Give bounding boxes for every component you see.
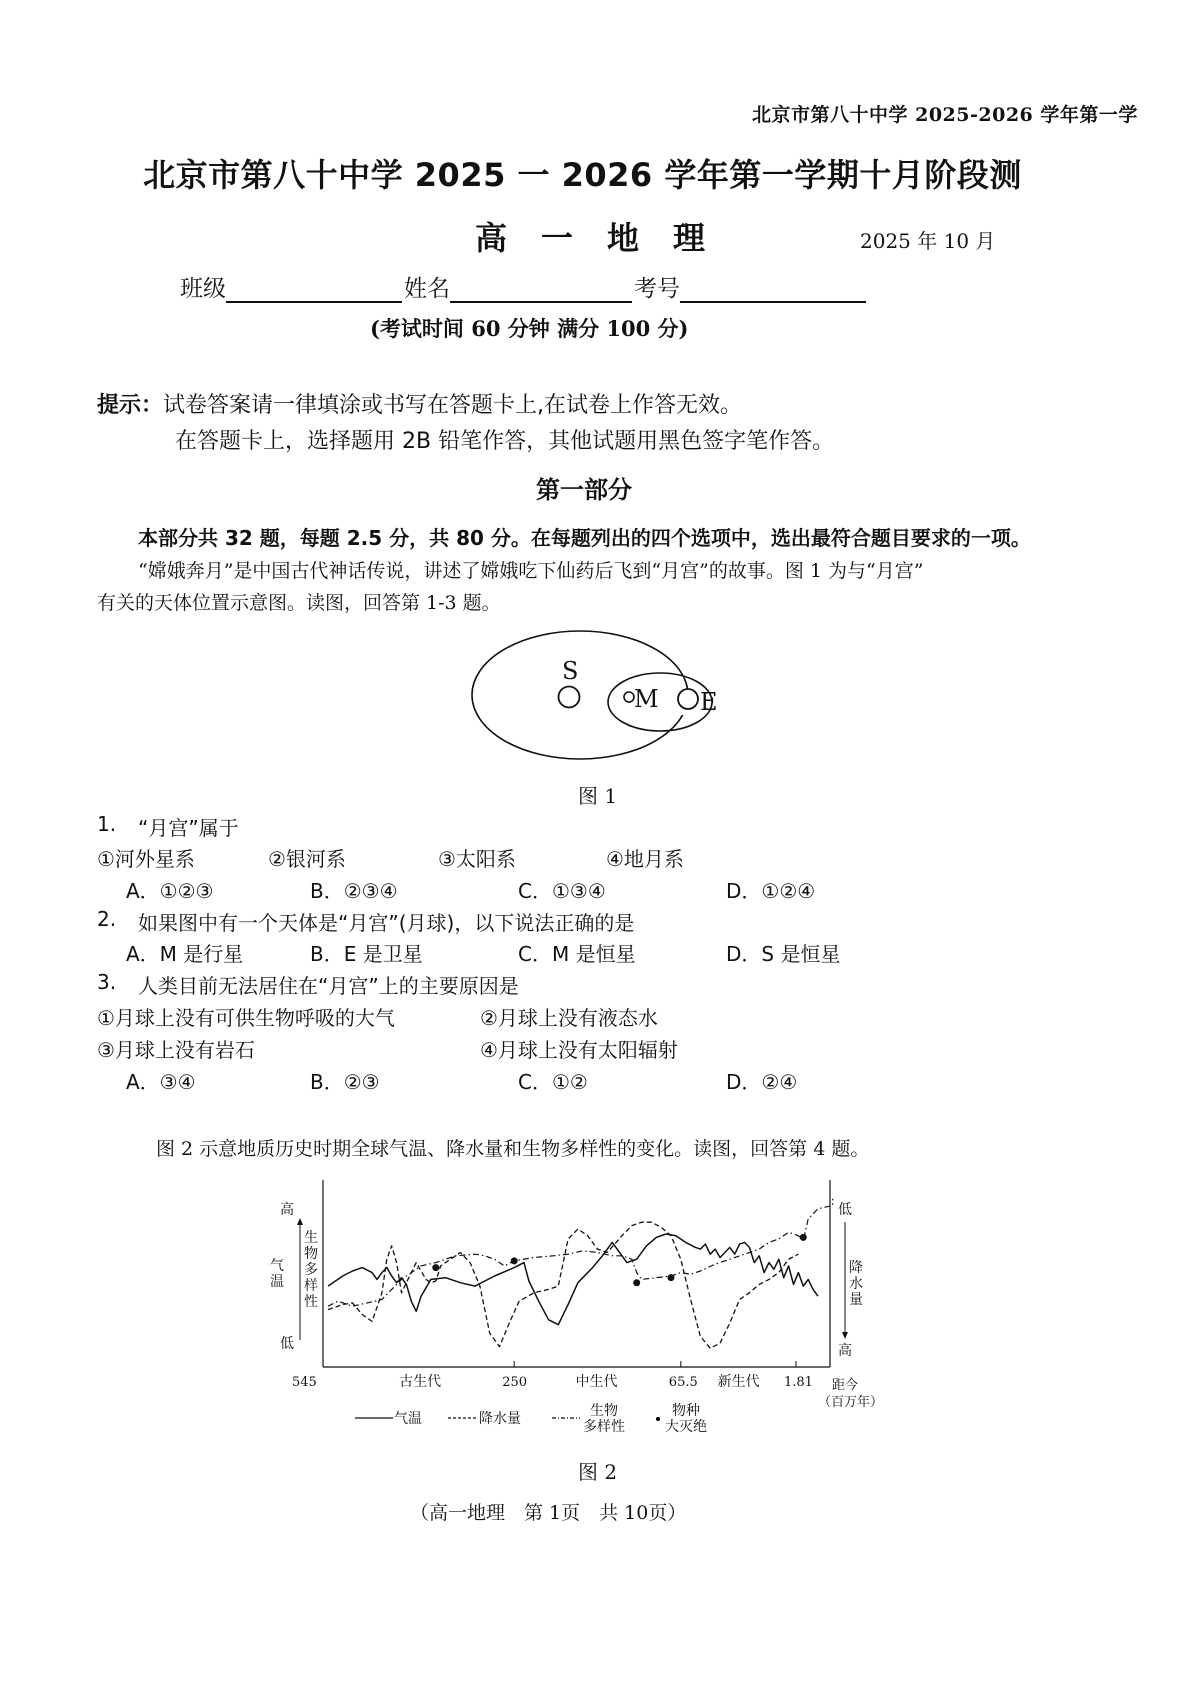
running-header: 北京市第八十中学 2025-2026 学年第一学 (752, 104, 1138, 126)
q1-item-4: ④地月系 (606, 847, 684, 871)
era-label: 新生代 (717, 1374, 760, 1390)
q3-item-1: ①月球上没有可供生物呼吸的大气 (97, 1006, 395, 1030)
part-title: 第一部分 (536, 476, 632, 504)
q3-item-3: ③月球上没有岩石 (97, 1038, 255, 1062)
precipitation-label-char: 降 (849, 1260, 863, 1276)
hint-line-2: 在答题卡上，选择题用 2B 铅笔作答，其他试题用黑色签字笔作答。 (175, 429, 835, 454)
legend-precipitation-label: 降水量 (479, 1411, 521, 1427)
left-axis-label-biodiversity (304, 1229, 318, 1310)
temperature-label-char: 温 (270, 1274, 284, 1290)
precipitation-label-char: 水 (849, 1276, 863, 1292)
x-axis-label (818, 1377, 883, 1410)
q2-option-c[interactable]: C．M 是恒星 (518, 942, 636, 966)
precipitation-line (328, 1222, 798, 1348)
exam-number-field[interactable] (680, 277, 866, 303)
hint-line-1 (97, 388, 742, 419)
q2-option-a[interactable]: A．M 是行星 (126, 942, 244, 966)
page-footer: （高一地理 第 1页 共 10页） (410, 1502, 687, 1524)
temperature-label-char: 气 (270, 1258, 284, 1274)
q1-option-b[interactable]: B．②③④ (310, 879, 398, 903)
q3-item-4: ④月球上没有太阳辐射 (480, 1038, 678, 1062)
x-tick-label: 250 (502, 1375, 528, 1390)
moon-label: M (634, 685, 659, 713)
earth-label: E (700, 688, 718, 716)
class-label: 班级 (180, 276, 226, 302)
class-field[interactable] (226, 277, 402, 303)
figure-2-chart (270, 1170, 910, 1440)
q2-option-b[interactable]: B．E 是卫星 (310, 942, 423, 966)
part-description: 本部分共 32 题，每题 2.5 分，共 80 分。在每题列出的四个选项中，选出最符合题目要求的一项。 (138, 526, 1031, 550)
mass-extinction-marker (511, 1257, 518, 1264)
right-axis-high: 高 (838, 1343, 852, 1359)
figure-1-diagram (465, 625, 765, 775)
question-1-stem: “月宫”属于 (138, 816, 239, 840)
legend-biodiversity-label-1: 生物 (590, 1403, 618, 1419)
q3-option-a[interactable]: A．③④ (126, 1070, 196, 1094)
legend-extinction-label-2: 大灭绝 (665, 1419, 707, 1435)
chart-legend (355, 1402, 707, 1435)
figure-1-caption: 图 1 (578, 784, 618, 808)
exam-date: 2025 年 10 月 (860, 229, 996, 253)
q3-option-c[interactable]: C．①② (518, 1070, 588, 1094)
question-2-number: 2. (97, 907, 117, 931)
figure-2-caption: 图 2 (578, 1460, 618, 1484)
q1-option-a[interactable]: A．①②③ (126, 879, 214, 903)
left-axis-label-temperature (270, 1258, 284, 1290)
q2-option-d[interactable]: D．S 是恒星 (726, 942, 841, 966)
right-axis-low: 低 (838, 1202, 852, 1218)
biodiversity-label-char: 性 (304, 1294, 318, 1310)
mass-extinction-marker (800, 1234, 807, 1241)
exam-title (0, 150, 1191, 196)
left-axis-high: 高 (280, 1202, 294, 1218)
left-axis-low: 低 (280, 1336, 294, 1352)
q1-item-1: ①河外星系 (97, 847, 195, 871)
exam-title-text: 北京市第八十中学 2025 一 2026 学年第一学期十月阶段测 (143, 156, 1022, 194)
left-axis-arrowhead (297, 1218, 303, 1225)
right-axis-arrowhead (842, 1332, 848, 1339)
question-3-stem: 人类目前无法居住在“月宫”上的主要原因是 (138, 974, 519, 998)
legend-extinction-swatch (656, 1417, 660, 1421)
hint-label: 提示： (97, 393, 164, 418)
mass-extinction-marker (668, 1274, 675, 1281)
biodiversity-label-char: 样 (304, 1278, 318, 1294)
legend-biodiversity-label-2: 多样性 (583, 1419, 625, 1435)
question-1-number: 1. (97, 812, 117, 836)
exam-number-label: 考号 (634, 276, 680, 302)
biodiversity-label-char: 物 (304, 1246, 318, 1262)
name-label: 姓名 (404, 276, 450, 302)
era-label: 古生代 (399, 1374, 442, 1390)
question-2-stem: 如果图中有一个天体是“月宫”(月球)，以下说法正确的是 (138, 911, 635, 935)
mass-extinction-marker (633, 1279, 640, 1286)
q3-item-2: ②月球上没有液态水 (480, 1006, 658, 1030)
x-tick-label: 65.5 (668, 1375, 698, 1390)
intro-2: 图 2 示意地质历史时期全球气温、降水量和生物多样性的变化。读图，回答第 4 题。 (156, 1138, 870, 1160)
q3-option-d[interactable]: D．②④ (726, 1070, 798, 1094)
x-tick-label: 545 (292, 1375, 317, 1390)
legend-extinction-label-1: 物种 (672, 1403, 700, 1419)
name-field[interactable] (450, 277, 632, 303)
era-label: 中生代 (575, 1374, 618, 1390)
subject-title: 高一地理 (475, 219, 740, 257)
x-axis-label-line1: 距今 (832, 1378, 859, 1393)
q1-item-2: ②银河系 (268, 847, 346, 871)
right-axis-label-precipitation (849, 1260, 863, 1308)
q3-option-b[interactable]: B．②③ (310, 1070, 380, 1094)
q1-option-d[interactable]: D．①②④ (726, 879, 816, 903)
intro-1-line-2: 有关的天体位置示意图。读图，回答第 1-3 题。 (97, 592, 501, 614)
student-info-fields (180, 270, 868, 303)
biodiversity-label-char: 生 (304, 1230, 318, 1246)
sun-circle (559, 687, 580, 708)
moon-circle (624, 692, 634, 702)
legend-temperature-label: 气温 (394, 1411, 422, 1427)
q1-option-c[interactable]: C．①③④ (518, 879, 606, 903)
mass-extinction-marker (432, 1264, 439, 1271)
intro-1-line-1: “嫦娥奔月”是中国古代神话传说，讲述了嫦娥吃下仙药后飞到“月宫”的故事。图 1 为与“月宫” (138, 560, 924, 582)
earth-circle (678, 689, 698, 709)
question-3-number: 3. (97, 970, 117, 994)
x-axis-label-line2: （百万年） (818, 1395, 884, 1410)
biodiversity-label-char: 多 (304, 1262, 318, 1278)
biodiversity-line (328, 1199, 833, 1307)
sun-label: S (562, 657, 579, 685)
q1-item-3: ③太阳系 (438, 847, 516, 871)
exam-duration-score: (考试时间 60 分钟 满分 100 分) (370, 316, 689, 341)
hint-text-1: 试卷答案请一律填涂或书写在答题卡上,在试卷上作答无效。 (163, 393, 743, 418)
precipitation-label-char: 量 (849, 1292, 863, 1308)
x-tick-label: 1.81 (783, 1375, 813, 1390)
